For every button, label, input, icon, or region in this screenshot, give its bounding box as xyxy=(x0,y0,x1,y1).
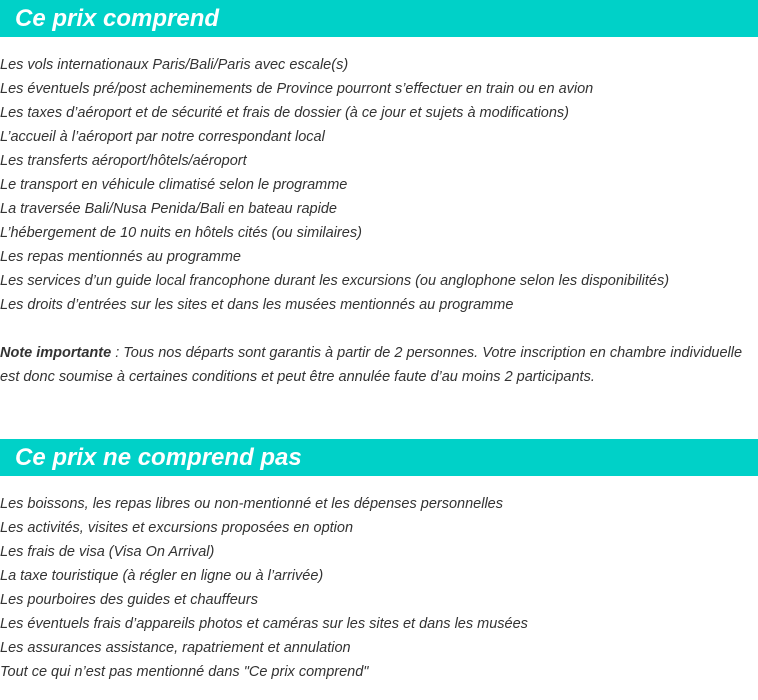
excluded-item: Les pourboires des guides et chauffeurs xyxy=(0,592,258,608)
included-item: Les repas mentionnés au programme xyxy=(0,249,241,265)
excluded-item: Les assurances assistance, rapatriement et annulation xyxy=(0,640,351,656)
important-note-text: : Tous nos départs sont garantis à partir de 2 personnes. Votre inscription en chambre individuelle est donc soumise à certaines conditions et peut être annulée faute d’au moins 2 participants. xyxy=(0,345,743,385)
excluded-item: Les boissons, les repas libres ou non-mentionné et les dépenses personnelles xyxy=(0,496,503,512)
included-item: Les droits d’entrées sur les sites et dans les musées mentionnés au programme xyxy=(0,297,514,313)
included-item: La traversée Bali/Nusa Penida/Bali en bateau rapide xyxy=(0,201,337,217)
included-item: Les éventuels pré/post acheminements de Province pourront s’effectuer en train ou en avion xyxy=(0,81,594,97)
included-item: Les services d’un guide local francophone durant les excursions (ou anglophone selon les disponibilités) xyxy=(0,273,670,289)
excluded-item: Les activités, visites et excursions proposées en option xyxy=(0,520,354,536)
included-item: Les transferts aéroport/hôtels/aéroport xyxy=(0,153,247,169)
excluded-item: Les éventuels frais d’appareils photos et caméras sur les sites et dans les musées xyxy=(0,616,528,632)
included-item: L’hébergement de 10 nuits en hôtels cités (ou similaires) xyxy=(0,225,362,241)
important-note-label: Note importante xyxy=(0,345,112,361)
excluded-list xyxy=(0,492,758,684)
included-section-title: Ce prix comprend xyxy=(0,0,758,37)
excluded-item: La taxe touristique (à régler en ligne ou à l’arrivée) xyxy=(0,568,324,584)
included-list xyxy=(0,53,758,317)
included-item: Le transport en véhicule climatisé selon le programme xyxy=(0,177,348,193)
excluded-item: Tout ce qui n’est pas mentionné dans "Ce prix comprend" xyxy=(0,664,369,680)
included-item: Les vols internationaux Paris/Bali/Paris avec escale(s) xyxy=(0,57,349,73)
important-note xyxy=(0,341,758,389)
included-item: L’accueil à l’aéroport par notre correspondant local xyxy=(0,129,325,145)
included-item: Les taxes d’aéroport et de sécurité et frais de dossier (à ce jour et sujets à modifications) xyxy=(0,105,570,121)
excluded-item: Les frais de visa (Visa On Arrival) xyxy=(0,544,215,560)
excluded-section xyxy=(0,439,758,684)
excluded-section-title: Ce prix ne comprend pas xyxy=(0,439,758,476)
